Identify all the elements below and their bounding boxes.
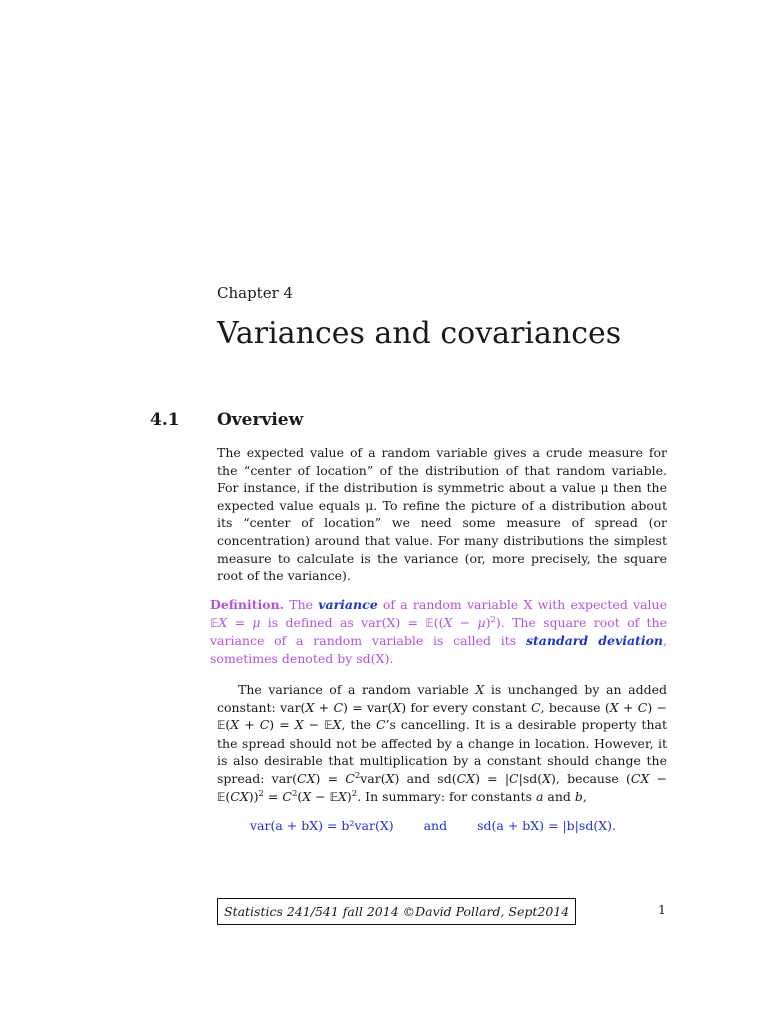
summary-right: sd(a + bX) = |b|sd(X). [477, 818, 616, 833]
chapter-label: Chapter 4 [217, 284, 294, 302]
variance-paragraph: The variance of a random variable X is unchanged by an added constant: var(X + C) = var(X) for every constant C, because (X + C) − 𝔼(X + C) = X − 𝔼X, the C’s cancelling. It is a desirable property that the spread should not be affected by a change in location. However, it is also desirable that multiplication by a constant should change the spread: $var(CX) = C^2var(X)$ and sd(CX) = |C|sd(X), because (CX − 𝔼(CX))$^2$ = $C^2(X$ − 𝔼X)$^2$. In summary: for constants a and b, [217, 682, 668, 804]
summary-left: var(a + bX) = b²var(X) [250, 818, 394, 833]
definition-block: Definition. The variance of a random variable X with expected value 𝔼X = μ is defined as var(X) = 𝔼((X − μ)$^2$). The square root of the variance of a random variable is called its standard deviation, sometimes denoted by sd(X). [210, 597, 667, 666]
section-title: Overview [217, 410, 304, 430]
term-standard-deviation: standard deviation [525, 633, 664, 649]
term-variance: variance [318, 597, 378, 612]
summary-equation [250, 818, 616, 833]
chapter-title: Variances and covariances [217, 316, 622, 351]
summary-and: and [423, 818, 448, 833]
definition-head: Definition. [210, 597, 285, 612]
section-number: 4.1 [150, 410, 180, 430]
footer-copyright-box: Statistics 241/541 fall 2014 ©David Pollard, Sept2014 [217, 898, 576, 925]
page-number: 1 [658, 902, 666, 917]
overview-paragraph: The expected value of a random variable gives a crude measure for the “center of location” of the distribution of that random variable. For instance, if the distribution is symmetric about a value μ then the expected value equals μ. To refine the picture of a distribution about its “center of location” we need some measure of spread (or concentration) around that value. For many distributions the simplest measure to calculate is the variance (or, more precisely, the square root of the variance). [217, 445, 667, 584]
